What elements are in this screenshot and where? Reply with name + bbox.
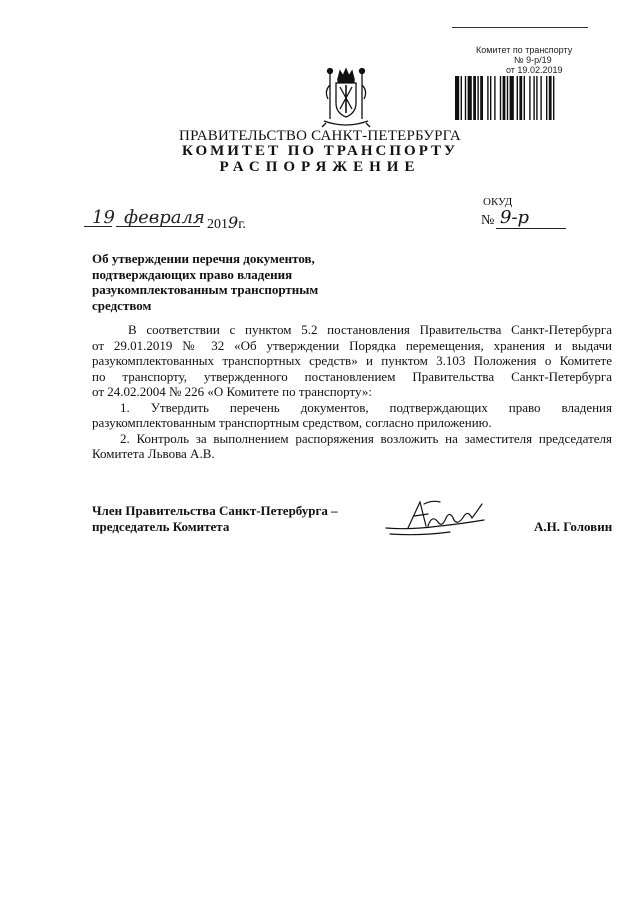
date-year xyxy=(207,213,246,233)
signatory-position-line-2: председатель Комитета xyxy=(92,519,230,534)
barcode-bar xyxy=(549,76,552,120)
coat-of-arms-icon xyxy=(316,65,376,129)
registration-stamp xyxy=(470,45,600,75)
barcode-bar xyxy=(480,76,483,120)
body-line: В соответствии с пунктом 5.2 постановления Правительства Санкт-Петербурга xyxy=(128,322,612,337)
date-month-underline xyxy=(116,226,200,227)
barcode-bar xyxy=(461,76,462,120)
title-line: разукомплектованным транспортным xyxy=(92,282,319,297)
document-body xyxy=(92,322,612,462)
body-line: разукомплектованных транспортных средств» и пунктом 3.103 Положения о Комитете xyxy=(92,353,612,368)
barcode-bar xyxy=(546,76,547,120)
date-year-prefix: 201 xyxy=(207,217,228,232)
barcode-bar xyxy=(473,76,476,120)
date-day-underline xyxy=(84,226,112,227)
body-line: 1. Утвердить перечень документов, подтверждающих право владения xyxy=(120,399,612,415)
body-line: разукомплектованным транспортным средством, согласно приложению. xyxy=(92,415,492,430)
date-day: 19 xyxy=(92,207,115,228)
document-type: РАСПОРЯЖЕНИЕ xyxy=(219,159,421,175)
body-line: от 29.01.2019 № 32 «Об утверждении Порядка перемещения, хранения и выдачи xyxy=(92,337,612,353)
stamp-line-3: от 19.02.2019 xyxy=(506,65,563,75)
barcode-bar xyxy=(465,76,466,120)
barcode-bar xyxy=(510,76,514,120)
body-line: 2. Контроль за выполнением распоряжения возложить на заместителя председателя xyxy=(120,430,612,446)
date-year-unit: г. xyxy=(238,217,246,232)
barcode-bar xyxy=(468,76,472,120)
barcode-bar xyxy=(533,76,534,120)
barcode-bar xyxy=(500,76,501,120)
barcode-bar xyxy=(524,76,525,120)
number-value: 9-р xyxy=(500,207,530,228)
stamp-line-2: № 9-р/19 xyxy=(514,55,552,65)
handwritten-signature xyxy=(380,496,492,542)
body-line: от 24.02.2004 № 226 «О Комитете по транспорту»: xyxy=(92,384,372,399)
barcode-bar xyxy=(490,76,491,120)
barcode-bar xyxy=(517,76,518,120)
barcode-bar xyxy=(536,76,537,120)
date-year-suffix: 9 xyxy=(228,213,239,232)
barcode-bar xyxy=(487,76,488,120)
barcode-bar xyxy=(494,76,495,120)
signatory-name: А.Н. Головин xyxy=(534,519,613,534)
title-line: подтверждающих право владения xyxy=(92,266,293,282)
barcode-bar xyxy=(529,76,530,120)
barcode-bar xyxy=(477,76,478,120)
barcode-bar xyxy=(519,76,522,120)
title-line: средством xyxy=(92,297,152,313)
signatory-position-line-1: Член Правительства Санкт-Петербурга – xyxy=(92,503,338,518)
government-name: ПРАВИТЕЛЬСТВО САНКТ-ПЕТЕРБУРГА xyxy=(179,128,461,144)
barcode-bar xyxy=(507,76,508,120)
document-title xyxy=(92,251,352,313)
okud-label: ОКУД xyxy=(483,196,513,208)
signatory-position xyxy=(92,503,338,535)
date-month: февраля xyxy=(124,207,205,228)
barcode-bar xyxy=(503,76,506,120)
barcode xyxy=(455,76,589,120)
committee-name: КОМИТЕТ ПО ТРАНСПОРТУ xyxy=(181,143,459,159)
body-line: Комитета Львова А.В. xyxy=(92,446,215,461)
stamp-line-1: Комитет по транспорту xyxy=(476,45,573,55)
body-line: по транспорту, утвержденного постановлением Правительства Санкт-Петербурга xyxy=(92,368,612,384)
barcode-bar xyxy=(455,76,459,120)
number-label: № xyxy=(481,213,495,228)
stamp-top-line xyxy=(452,27,588,28)
barcode-bar xyxy=(540,76,541,120)
title-line: Об утверждении перечня документов, xyxy=(92,251,315,266)
number-underline xyxy=(496,228,566,229)
barcode-bar xyxy=(553,76,554,120)
